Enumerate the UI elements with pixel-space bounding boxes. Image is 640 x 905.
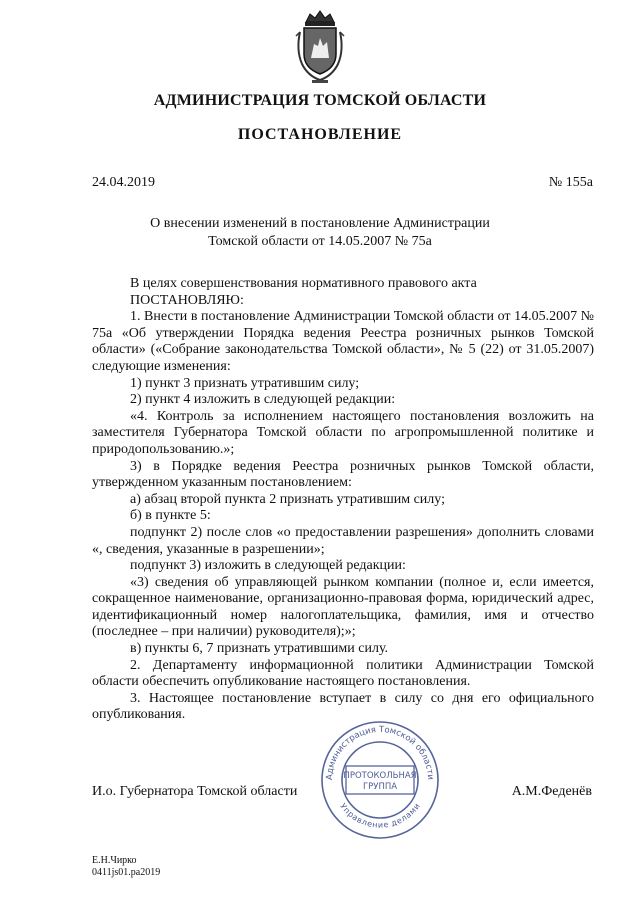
protocol-group-stamp [318, 718, 442, 842]
document-subject [0, 215, 640, 251]
organization-title: АДМИНИСТРАЦИЯ ТОМСКОЙ ОБЛАСТИ [153, 92, 487, 109]
stamp-center-line-2: ГРУППА [362, 782, 398, 792]
body-paragraph: «4. Контроль за исполнением настоящего постановления возложить на заместителя Губернатора Томской области по агропромышленной политике и природопользованию.»; [92, 408, 594, 457]
document-type-title: ПОСТАНОВЛЕНИЕ [237, 126, 403, 143]
signatory-name: А.М.Феденёв [511, 784, 592, 799]
footer-author: Е.Н.Чирко [92, 855, 137, 866]
subject-line-1: О внесении изменений в постановление Администрации [150, 216, 490, 231]
body-paragraph: 1. Внести в постановление Администрации Томской области от 14.05.2007 № 75а «Об утверждении Порядка ведения Реестра розничных рынков Томской области» («Собрание законодательства Томской области», № 5 (22) от 31.05.2007) следующие изменения: [92, 309, 594, 374]
body-paragraph: б) в пункте 5: [130, 508, 211, 524]
body-paragraph: 2. Департаменту информационной политики Администрации Томской области обеспечить опубликование настоящего постановления. [92, 657, 594, 690]
document-footer [92, 855, 160, 879]
stamp-ring-top-text: Администрация Томской области [324, 724, 436, 781]
footer-file: 0411js01.pa2019 [92, 867, 161, 878]
stamp-ring-bottom-text: Управление делами [338, 801, 422, 830]
stamp-center-line-1: ПРОТОКОЛЬНАЯ [343, 771, 417, 781]
document-date: 24.04.2019 [92, 175, 155, 190]
body-paragraph: в) пункты 6, 7 признать утратившими силу. [130, 641, 389, 657]
coat-of-arms-icon [292, 2, 348, 88]
body-paragraph: подпункт 3) изложить в следующей редакции: [130, 558, 406, 574]
signatory-position: И.о. Губернатора Томской области [92, 784, 298, 799]
body-paragraph: «3) сведения об управляющей рынком компании (полное и, если имеется, сокращенное наименование, организационно-правовая форма, юридический адрес, идентификационный номер налогоплательщика, фамилия, имя и отчество (последнее – при наличии) руководителя);»; [92, 574, 594, 640]
document-body [92, 276, 594, 724]
svg-text:Управление делами [338, 802, 421, 830]
body-paragraph: 3. Настоящее постановление вступает в силу со дня его официального опубликования. [92, 690, 594, 723]
body-paragraph: а) абзац второй пункта 2 признать утратившим силу; [130, 491, 445, 507]
body-paragraph: подпункт 2) после слов «о предоставлении разрешения» дополнить словами «, сведения, указанные в разрешении»; [92, 524, 594, 557]
body-paragraph: 2) пункт 4 изложить в следующей редакции: [130, 392, 396, 408]
body-paragraph: 3) в Порядке ведения Реестра розничных рынков Томской области, утвержденном указанным постановлением: [92, 458, 594, 491]
body-paragraph: В целях совершенствования нормативного правового акта [130, 276, 477, 291]
subject-line-2: Томской области от 14.05.2007 № 75а [208, 234, 432, 249]
body-paragraph: 1) пункт 3 признать утратившим силу; [130, 375, 360, 391]
document-number: № 155а [548, 175, 593, 190]
body-paragraph: ПОСТАНОВЛЯЮ: [130, 292, 244, 308]
